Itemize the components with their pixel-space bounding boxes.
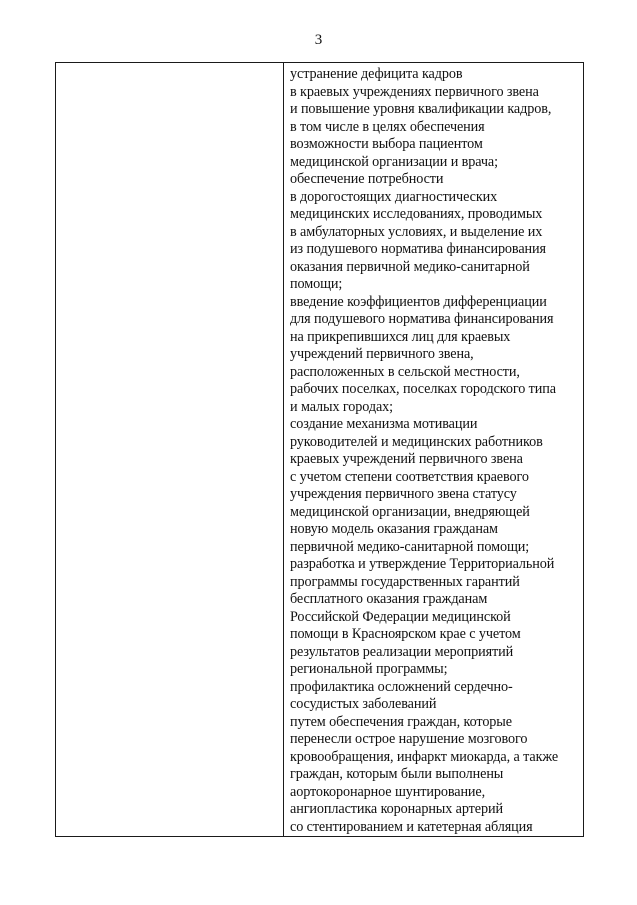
text-line: программы государственных гарантий [290,573,520,590]
text-line: с учетом степени соответствия краевого [290,468,529,485]
text-line: в краевых учреждениях первичного звена [290,83,539,100]
text-line: в дорогостоящих диагностических [290,188,498,205]
text-line: обеспечение потребности [290,171,444,187]
text-line: медицинской организации и врача; [290,153,498,170]
text-line: помощи в Красноярском крае с учетом [290,626,521,642]
text-line: медицинских исследованиях, проводимых [290,206,543,222]
text-line: расположенных в сельской местности, [290,363,520,380]
text-line: граждан, которым были выполнены [290,766,504,782]
text-line: и повышение уровня квалификации кадров, [290,101,552,117]
text-line: медицинской организации, внедряющей [290,503,530,520]
text-line: рабочих поселках, поселках городского типа [290,381,556,397]
text-line: учреждений первичного звена, [290,346,474,362]
text-line: первичной медико-санитарной помощи; [290,538,530,555]
text-line: возможности выбора пациентом [290,136,483,152]
text-line: из подушевого норматива финансирования [290,241,546,257]
text-line: краевых учреждений первичного звена [290,451,523,467]
left-cell [56,63,284,837]
text-line: создание механизма мотивации [290,416,478,432]
text-line: результатов реализации мероприятий [290,643,514,660]
text-line: Российской Федерации медицинской [290,608,511,625]
text-line: путем обеспечения граждан, которые [290,713,512,730]
text-line: региональной программы; [290,661,448,677]
text-line: со стентированием и катетерная абляция [290,818,533,835]
text-line: разработка и утверждение Территориальной [290,556,555,572]
text-line: перенесли острое нарушение мозгового [290,731,528,747]
text-line: бесплатного оказания гражданам [290,591,488,607]
text-line: руководителей и медицинских работников [290,433,543,450]
text-line: в том числе в целях обеспечения [290,118,485,135]
text-line: новую модель оказания гражданам [290,521,498,537]
text-line: помощи; [290,276,343,292]
text-line: кровообращения, инфаркт миокарда, а также [290,748,559,765]
text-line: для подушевого норматива финансирования [290,311,554,327]
table-row [56,63,584,837]
page-number: 3 [314,32,323,48]
text-line: ангиопластика коронарных артерий [290,801,503,817]
text-line: и малых городах; [290,398,393,415]
right-cell [284,63,584,837]
text-line: в амбулаторных условиях, и выделение их [290,223,543,240]
text-line: профилактика осложнений сердечно- [290,678,513,695]
text-line: сосудистых заболеваний [290,696,437,712]
text-line: на прикрепившихся лиц для краевых [290,328,511,345]
text-line: учреждения первичного звена статусу [290,486,517,502]
text-line: оказания первичной медико-санитарной [290,258,530,275]
right-cell-text [284,63,583,836]
text-line: аортокоронарное шунтирование, [290,783,486,800]
document-table [55,62,584,837]
text-line: введение коэффициентов дифференциации [290,293,547,310]
text-line: устранение дефицита кадров [290,66,463,82]
